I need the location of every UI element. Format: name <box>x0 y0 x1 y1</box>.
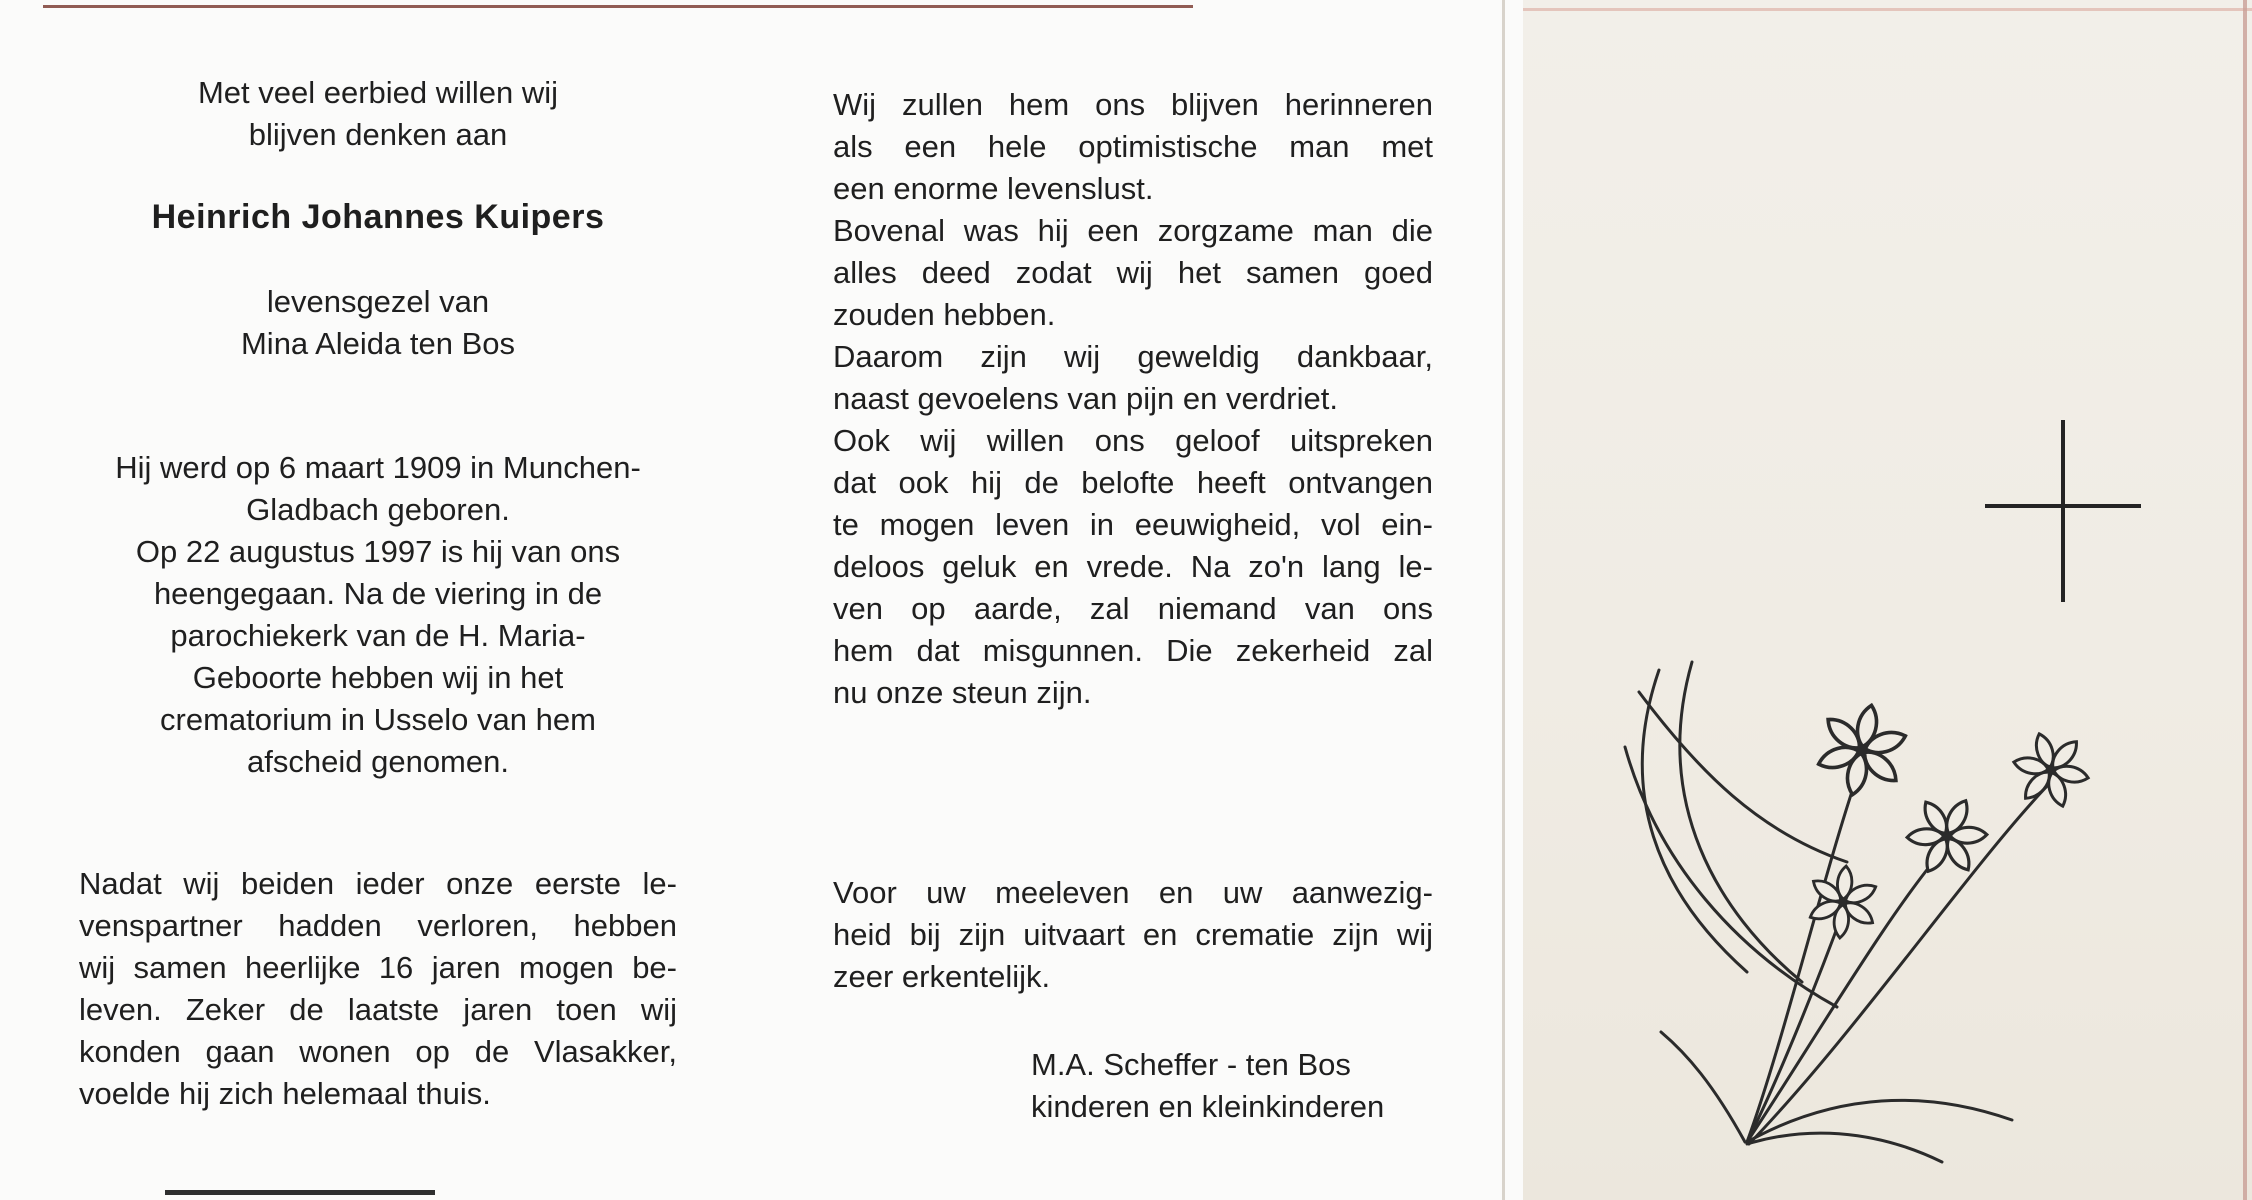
text-line: heid bij zijn uitvaart en crematie zijn wij <box>833 917 1433 952</box>
text-line: te mogen leven in eeuwigheid, vol ein- <box>833 507 1433 542</box>
text-line: Mina Aleida ten Bos <box>240 326 515 361</box>
text-line: venspartner hadden verloren, hebben <box>79 908 677 943</box>
text-line: voelde hij zich helemaal thuis. <box>79 1076 491 1111</box>
text-line: dat ook hij de belofte heeft ontvangen <box>833 465 1433 500</box>
cross-icon <box>1985 420 2141 602</box>
text-line: alles deed zodat wij het samen goed <box>833 255 1433 290</box>
remembrance-paragraph-3 <box>833 336 1433 420</box>
text-line: zouden hebben. <box>833 297 1056 332</box>
text-line: leven. Zeker de laatste jaren toen wij <box>79 992 677 1027</box>
text-line: Op 22 augustus 1997 is hij van ons <box>135 534 621 569</box>
intro-text <box>79 72 677 156</box>
page-fold-crease <box>1502 0 1505 1200</box>
text-line: M.A. Scheffer - ten Bos <box>1031 1047 1351 1082</box>
text-line: nu onze steun zijn. <box>833 675 1092 710</box>
text-line: als een hele optimistische man met <box>833 129 1433 164</box>
remembrance-paragraph-1 <box>833 84 1433 210</box>
text-line: Ook wij willen ons geloof uitspreken <box>833 423 1433 458</box>
text-line: levensgezel van <box>266 284 490 319</box>
text-line: deloos geluk en vrede. Na zo'n lang le- <box>833 549 1433 584</box>
text-line: Nadat wij beiden ieder onze eerste le- <box>79 866 677 901</box>
text-line: hem dat misgunnen. Die zekerheid zal <box>833 633 1433 668</box>
shared-years-text <box>79 863 677 1115</box>
scan-artifact-top-line-right <box>1523 8 2252 11</box>
flower-blossoms <box>1805 696 2097 941</box>
remembrance-paragraph-4 <box>833 420 1433 714</box>
text-line: ven op aarde, zal niemand van ons <box>833 591 1433 626</box>
text-line: Gladbach geboren. <box>246 492 510 527</box>
text-line: heengegaan. Na de viering in de <box>153 576 603 611</box>
text-line: Voor uw meeleven en uw aanwezig- <box>833 875 1433 910</box>
partner-text <box>79 281 677 365</box>
text-line: parochiekerk van de H. Maria- <box>170 618 586 653</box>
text-line: naast gevoelens van pijn en verdriet. <box>833 381 1338 416</box>
text-line: blijven denken aan <box>248 117 508 152</box>
text-line: kinderen en kleinkinderen <box>1031 1089 1385 1124</box>
text-line: een enorme levenslust. <box>833 171 1154 206</box>
text-line: konden gaan wonen op de Vlasakker, <box>79 1034 677 1069</box>
text-line: Wij zullen hem ons blijven herinneren <box>833 87 1433 122</box>
scan-artifact-top-line <box>43 5 1193 8</box>
scan-artifact-right-edge <box>2243 0 2247 1200</box>
signature-text <box>1031 1044 1451 1128</box>
life-story-text <box>79 447 677 783</box>
text-line: zeer erkentelijk. <box>833 959 1051 994</box>
text-line: wij samen heerlijke 16 jaren mogen be- <box>79 950 677 985</box>
cross-vertical-bar <box>2061 420 2065 602</box>
text-line: Hij werd op 6 maart 1909 in Munchen- <box>115 450 641 485</box>
flower-illustration <box>1595 650 2125 1170</box>
cross-horizontal-bar <box>1985 504 2141 508</box>
scan-artifact-bottom-line <box>165 1190 435 1195</box>
text-line: Geboorte hebben wij in het <box>192 660 564 695</box>
deceased-name: Heinrich Johannes Kuipers <box>151 198 605 236</box>
text-line: Bovenal was hij een zorgzame man die <box>833 213 1433 248</box>
remembrance-paragraph-2 <box>833 210 1433 336</box>
text-line: Met veel eerbied willen wij <box>197 75 559 110</box>
text-line: afscheid genomen. <box>247 744 509 779</box>
gratitude-text <box>833 872 1433 998</box>
text-line: crematorium in Usselo van hem <box>160 702 596 737</box>
text-line: Daarom zijn wij geweldig dankbaar, <box>833 339 1433 374</box>
